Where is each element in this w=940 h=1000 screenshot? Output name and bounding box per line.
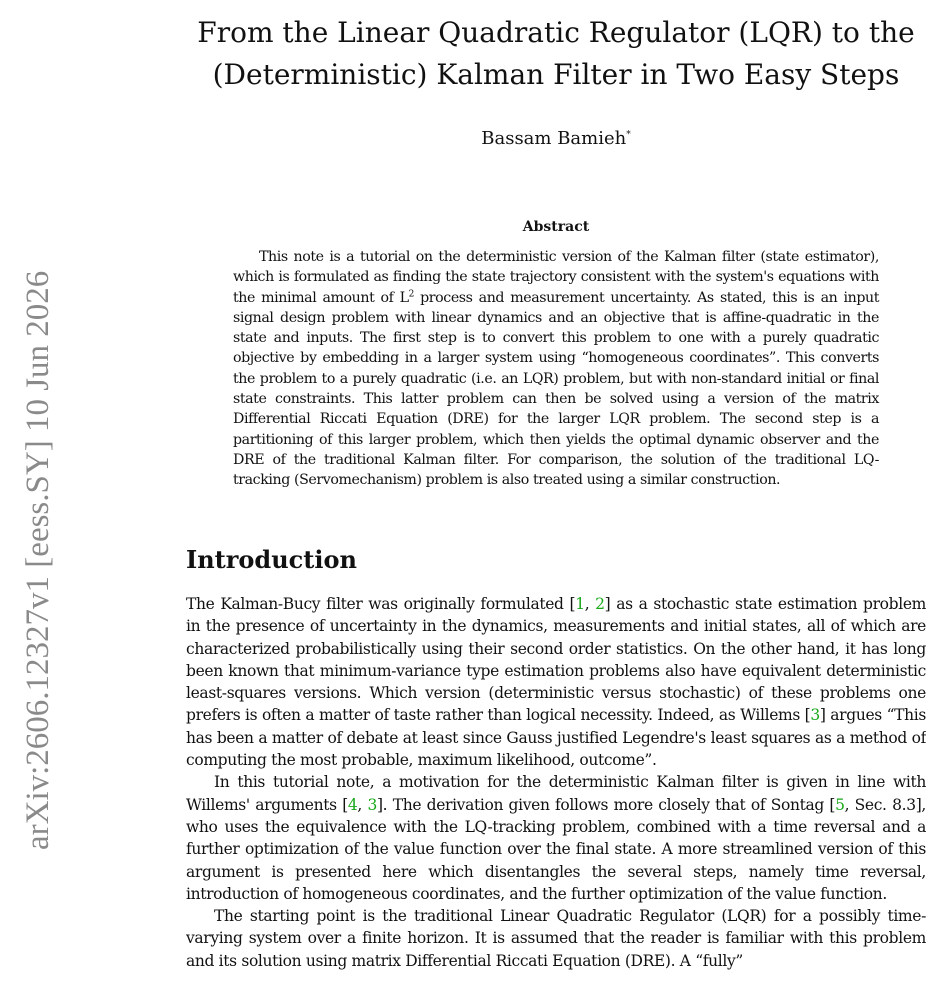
intro-paragraph-2 [186,771,926,905]
abstract-heading: Abstract [522,219,590,235]
section-heading-introduction: Introduction [186,545,357,574]
intro-p2-text-b: , [357,795,368,814]
abstract-body [233,247,879,491]
citation-link[interactable]: 4 [347,795,358,814]
citation-link[interactable]: 1 [575,595,585,613]
abstract-superscript: 2 [408,288,414,299]
author-name: Bassam Bamieh [481,128,627,149]
intro-p1-text-a: The Kalman-Bucy filter was originally formulated [ [186,595,576,613]
intro-p2-text-a: In this tutorial note, a motivation for the deterministic Kalman filter is given in line with Willems' arguments [ [186,773,926,814]
citation-link[interactable]: 3 [367,795,377,814]
citation-link[interactable]: 2 [595,595,605,613]
abstract-text-part1: This note is a tutorial on the deterministic version of the Kalman filter (state estimator), which is formulated as finding the state trajectory consistent with the system's equations with the minimal amount of L [233,249,879,306]
intro-p1-text-c: ] as a stochastic state estimation problem in the presence of uncertainty in the dynamics, measurements and initial states, all of which are characterized probabilistically using their second order statistics. On the other hand, it has long been known that minimum-variance type estimation problems also have equivalent deterministic least-squares versions. Which version (deterministic versus stochastic) of these problems one prefers is often a matter of taste rather than logical necessity. Indeed, as Willems [ [186,595,926,725]
author-footnote-mark: * [626,130,631,140]
citation-link[interactable]: 3 [810,706,820,725]
introduction-body [186,593,926,1000]
paper-title: From the Linear Quadratic Regulator (LQR) to the (Deterministic) Kalman Filter in Two Easy Steps [197,16,915,91]
intro-paragraph-3 [186,905,926,972]
abstract-text-part2: process and measurement uncertainty. As stated, this is an input signal design problem with linear dynamics and an objective that is affine-quadratic in the state and inputs. The first step is to convert this problem to one with a purely quadratic objective by embedding in a larger system using “homogeneous coordinates”. This converts the problem to a purely quadratic (i.e. an LQR) problem, but with non-standard initial or final state constraints. This latter problem can then be solved using a version of the matrix Differential Riccati Equation (DRE) for the larger LQR problem. The second step is a partitioning of this larger problem, which then yields the optimal dynamic observer and the DRE of the traditional Kalman filter. For comparison, the solution of the traditional LQ-tracking (Servomechanism) problem is also treated using a similar construction. [233,289,879,489]
intro-p1-text-b: , [584,595,596,613]
intro-p3-text-a: The starting point is the traditional Linear Quadratic Regulator (LQR) for a possibly time-varying system over a finite horizon. It is assumed that the reader is familiar with this problem and its solution using matrix Differential Riccati Equation (DRE). A “fully” [186,907,926,970]
author-line [186,128,926,149]
arxiv-identifier-text: arXiv:2606.12327v1 [eess.SY] 10 Jun 2026 [20,270,56,850]
citation-link[interactable]: 5 [835,795,845,814]
arxiv-identifier-stamp [20,180,56,850]
intro-p2-text-c: ]. The derivation given follows more closely that of Sontag [ [376,795,836,814]
intro-p2-text-d: , Sec. 8.3], who uses the equivalence with the LQ-tracking problem, combined with a time reversal and a further optimization of the value function over the final state. A more streamlined version of this argument is presented here which disentangles the several steps, namely time reversal, introduction of homogeneous coordinates, and the further optimization of the value function. [186,795,926,903]
intro-paragraph-1 [186,593,926,771]
intro-p1-text-d: ] argues “This has been a matter of debate at least since Gauss justified Legendre's least squares as a method of computing the most probable, maximum likelihood, outcome”. [186,706,926,770]
